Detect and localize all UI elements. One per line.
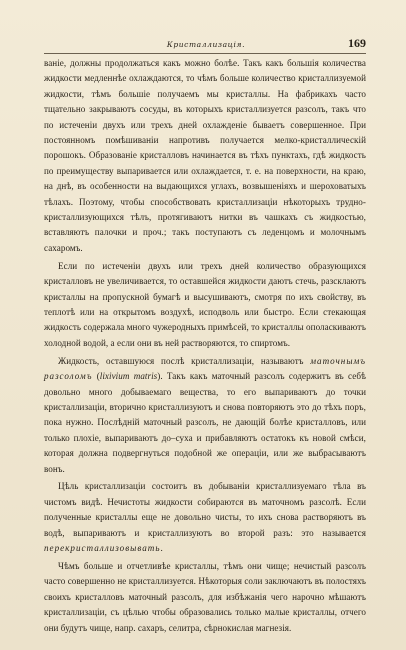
paragraph-2: Если по истеченіи двухъ или трехъ дней количество образующихся кристалловъ не увеличивается, то оставшейся жидкости даютъ стечь, разсклаютъ кристаллы на пропускной бумагѣ и высушиваютъ, смотря по ихъ свойству, въ теплотѣ или на открытомъ воздухѣ, исподволь или быстро. Если стекающая жидкость содержала много чужеродныхъ примѣсей, то кристаллы ополаскиваютъ холодной водой, а если они въ ней растворяются, то спиртомъ. xyxy=(44,260,366,348)
paragraph-1: ваніе, должны продолжаться какъ можно болѣе. Такъ какъ большія количества жидкости медленнѣе охлаждаются, то чѣмъ больше количество кристаллизуемой жидкости, тѣмъ большіе получаемъ мы кристаллы. На фабрикахъ часто тщательно закрываютъ сосуды, въ которыхъ кристаллизуется разсолъ, такъ что по истеченіи двухъ или трехъ дней охлажденіе бываетъ совершенное. При постоянномъ помѣшиваніи напротивъ получается мелко-кристаллическій порошокъ. Образованіе кристалловъ начинается въ тѣхъ пунктахъ, гдѣ жидкость по преимуществу выпаривается или охлаждается, т. е. на поверхности, на краю, на днѣ, въ особенности на выдающихся углахъ, возвышеніяхъ и шероховатыхъ тѣлахъ. Поэтому, чтобы способствовать кристаллизаціи нѣкоторыхъ трудно-кристаллизующихся тѣлъ, протягиваютъ нитки въ чашкахъ съ жидкостью, вставляютъ палочки и проч.; такъ поступаютъ съ леденцомъ и молочнымъ сахаромъ. xyxy=(44,58,366,253)
term-mother-liquor: маточнымъ разсоломъ xyxy=(44,355,366,382)
header-rule xyxy=(44,53,366,54)
term-lixivium: lixivium matris xyxy=(99,371,158,382)
term-recrystallize: перекристаллизовывать xyxy=(44,543,161,554)
paragraph-4-before: Цѣль кристаллизаціи состоитъ въ добываніи кристаллизуемаго тѣла въ чистомъ видѣ. Нечистоты жидкости собираются въ маточномъ разсолѣ. Если полученные кристаллы еще не довольно чисты, то ихъ снова растворяютъ въ водѣ, выпариваютъ и кристаллизуютъ во второй разъ: это называется xyxy=(44,481,366,538)
paragraph-3-mid: ( xyxy=(92,371,100,382)
paragraph-4 xyxy=(44,479,366,556)
page-number: 169 xyxy=(348,36,366,50)
paragraph-4-after: . xyxy=(160,543,163,554)
paragraph-3-after: ). Такъ какъ маточный разсолъ содержитъ въ себѣ довольно много добываемаго вещества, то его выпариваютъ до точки кристаллизаціи, вторично кристаллизуютъ и снова повторяютъ это до тѣхъ поръ, пока нужно. Послѣдній маточный разсолъ, не дающій болѣе кристалловъ, или только плохіе, выпариваютъ до–суха и прибавляютъ остатокъ къ новой смѣси, которая должна подвергнуться подобной же операціи, или же выбрасываютъ вонъ. xyxy=(44,371,366,474)
body-text xyxy=(44,56,366,636)
paragraph-5: Чѣмъ больше и отчетливѣе кристаллы, тѣмъ они чище; нечистый разсолъ часто совершенно не кристаллизуется. Нѣкоторыя соли заключаютъ въ полостяхъ своихъ кристалловъ маточный разсолъ, для избѣжанія чего нарочно мѣшаютъ кристаллизаціи, съ цѣлью чтобы образовались только малые кристаллы, отчего они будутъ чище, напр. сахаръ, селитра, сѣрнокислая магнезія. xyxy=(44,561,366,633)
page-header xyxy=(44,36,366,51)
running-title: Кристаллизація. xyxy=(166,40,246,49)
paragraph-3-before: Жидкость, оставшуюся послѣ кристаллизаціи, называютъ xyxy=(58,355,311,366)
paragraph-3 xyxy=(44,354,366,477)
